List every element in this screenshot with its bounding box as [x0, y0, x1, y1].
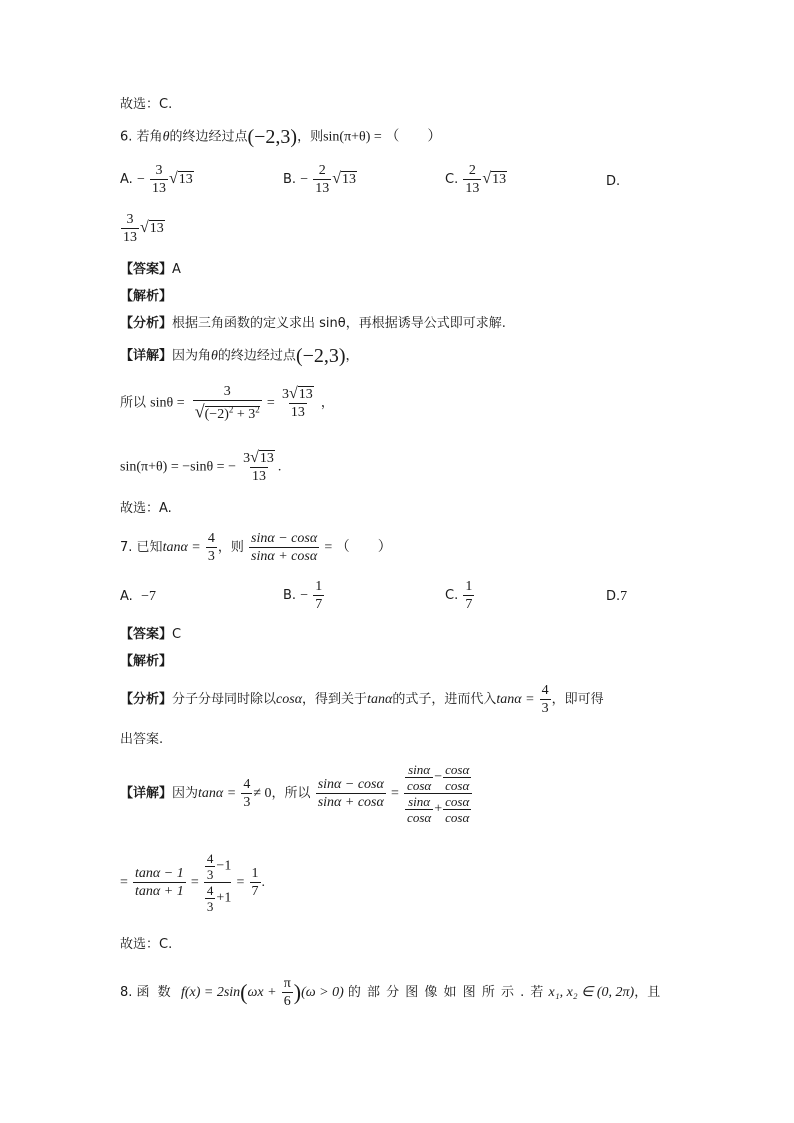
q6-point: (−2,3): [247, 126, 298, 148]
q6-option-a: A. − $\frac{3}{13}$ √13: [120, 163, 193, 196]
fraction: $\frac{1}{7}$: [251, 866, 259, 899]
fraction: $\frac{3}{13}$: [151, 163, 166, 196]
fraction: $\frac{\sin\alpha - \cos\alpha}{\sin\alpha + \cos\alpha}$: [317, 777, 384, 810]
fraction: $\frac{3}{√(-2)^2 + 3^2}$: [194, 384, 260, 422]
q7-fenxi-cont: 出答案.: [120, 732, 164, 747]
q7-number: 7.: [120, 540, 133, 555]
fraction: $\frac{\tan\alpha - 1}{\tan\alpha + 1}$: [135, 866, 184, 899]
q8-stem: 8. 函 数 f(x) = 2sin(ωx + $\frac{\pi}{6}$ )(ω > 0) 的 部 分 图 像 如 图 所 示 . 若 x₁, x₂ ∈ (0, 2π)，且: [120, 976, 661, 1009]
q5-conclusion: 故选：C.: [120, 97, 173, 112]
q7-step: = $\frac{\tan\alpha - 1}{\tan\alpha + 1}$ = $\frac{4}{3}$ −1 $\frac{4}{3}$ +1 = $\frac{1}{7}$ .: [120, 851, 266, 914]
q7-option-b: B. − $\frac{1}{7}$: [283, 579, 323, 612]
q6-stem: 6. 若角θ的终边经过点(−2,3)，则sin(π+θ) = （ ）: [120, 126, 442, 148]
fraction: $\frac{\sin\alpha - \cos\alpha}{\sin\alpha + \cos\alpha}$: [251, 531, 318, 564]
q6-expr: sin(π+θ) = （ ）: [323, 129, 442, 145]
fraction: $\frac{\pi}{6}$: [283, 976, 291, 1009]
q6-fenxi: 【分析】根据三角函数的定义求出 sinθ，再根据诱导公式即可求解.: [120, 316, 506, 331]
fraction: $\frac{4}{3}$: [541, 683, 549, 716]
q6-option-b: B. − $\frac{2}{13}$ √13: [283, 163, 357, 196]
q6-option-c: C. $\frac{2}{13}$ √13: [445, 163, 507, 196]
complex-fraction: $\frac{4}{3}$ −1 $\frac{4}{3}$ +1: [204, 851, 231, 914]
sqrt: √13: [140, 219, 164, 236]
q6-analysis-heading: 【解析】: [120, 289, 173, 304]
fraction: $\frac{1}{7}$: [465, 579, 473, 612]
q7-xiangjie: 【详解】因为tanα = $\frac{4}{3}$ ≠ 0，所以 $\frac{\sin\alpha - \cos\alpha}{\sin\alpha + \cos\alpha}$ = $\frac{\sin\alpha}{\cos\alpha}$ − $\frac{\cos\alpha}{\cos\alpha}$ $\frac{\sin\alpha}{\cos\alpha}$ + $\frac{\cos\alpha}{\cos\alpha}$: [120, 762, 473, 825]
q6-step2: sin(π+θ) = −sinθ = − $\frac{3√13}{13}$ .: [120, 449, 282, 484]
q8-number: 8.: [120, 985, 133, 1000]
fraction: $\frac{4}{3}$: [207, 531, 215, 564]
sqrt: √13: [482, 170, 507, 187]
q7-answer: 【答案】C: [120, 627, 182, 642]
q6-answer: 【答案】A: [120, 262, 181, 277]
q7-option-a: A. −7: [120, 589, 156, 604]
complex-fraction: $\frac{\sin\alpha}{\cos\alpha}$ − $\frac{\cos\alpha}{\cos\alpha}$ $\frac{\sin\alpha}{\cos\alpha}$ + $\frac{\cos\alpha}{\cos\alpha}$: [404, 762, 472, 825]
q6-number: 6.: [120, 129, 133, 145]
q7-option-c: C. $\frac{1}{7}$: [445, 579, 473, 612]
q6-xiangjie: 【详解】因为角θ的终边经过点(−2,3)，: [120, 345, 359, 367]
q6-conclusion: 故选：A.: [120, 501, 172, 516]
fraction: $\frac{4}{3}$: [243, 777, 251, 810]
q7-stem: 7. 已知tanα = $\frac{4}{3}$ ，则 $\frac{\sin\alpha - \cos\alpha}{\sin\alpha + \cos\alpha}$ = （ ）: [120, 531, 392, 564]
fraction: $\frac{3}{13}$: [123, 212, 137, 245]
fraction: $\frac{2}{13}$: [315, 163, 330, 196]
sqrt: √13: [168, 170, 193, 187]
fraction: $\frac{2}{13}$: [465, 163, 480, 196]
sqrt: √13: [332, 170, 357, 187]
fraction: $\frac{3√13}{13}$: [281, 384, 313, 420]
q7-fenxi: 【分析】分子分母同时除以cosα，得到关于tanα的式子，进而代入tanα = $\frac{4}{3}$ ，即可得: [120, 683, 604, 716]
q7-option-d: D.7: [606, 589, 628, 604]
fraction: $\frac{1}{7}$: [315, 579, 323, 612]
q6-step1: 所以 sinθ = $\frac{3}{√(-2)^2 + 3^2}$ = $\frac{3√13}{13}$ ，: [120, 384, 334, 422]
q7-analysis-heading: 【解析】: [120, 654, 173, 669]
q7-conclusion: 故选：C.: [120, 937, 173, 952]
fraction: $\frac{3√13}{13}$: [243, 449, 274, 484]
q6-option-d: [120, 211, 165, 246]
q6-option-d-label: D.: [606, 174, 621, 189]
